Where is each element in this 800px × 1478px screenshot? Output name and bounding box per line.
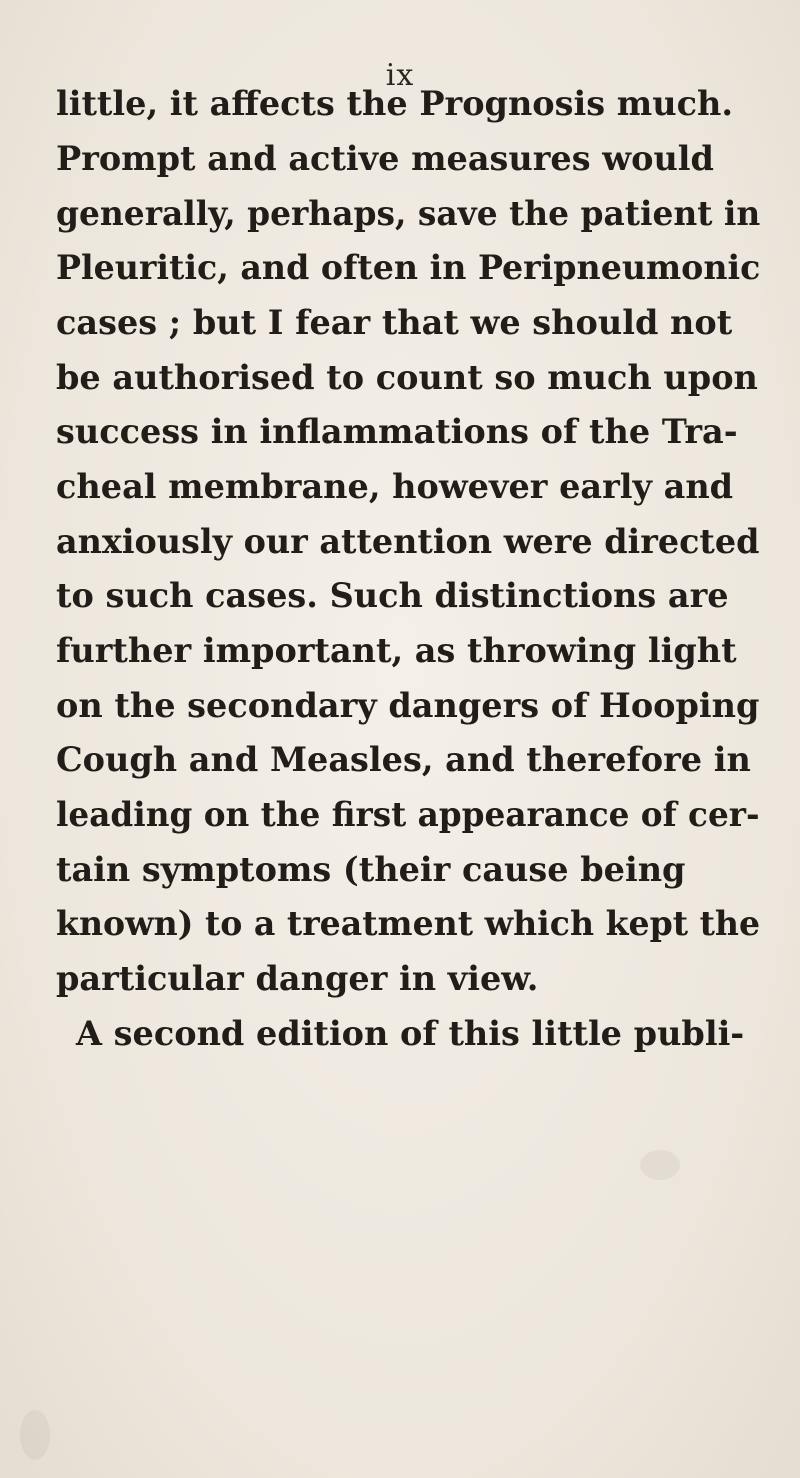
text-line: to such cases. Such distinctions are [56,576,729,615]
paper-stain [640,1150,680,1180]
text-line: particular danger in view. [56,959,539,998]
text-line: tain symptoms (their cause being [56,850,686,889]
text-line: little, it affects the Prognosis much. [56,84,733,123]
text-line: known) to a treatment which kept the [56,904,761,943]
text-line: on the secondary dangers of Hooping [56,686,760,725]
text-line: cases ; but I fear that we should not [56,303,733,342]
text-line: cheal membrane, however early and [56,467,734,506]
text-line: further important, as throwing light [56,631,737,670]
text-line: success in inflammations of the Tra- [56,412,738,451]
text-line: leading on the first appearance of cer- [56,795,760,834]
text-line: A second edition of this little publi- [76,1014,745,1053]
text-line: anxiously our attention were directed [56,522,760,561]
text-line: be authorised to count so much upon [56,358,758,397]
text-line: Cough and Measles, and therefore in [56,740,751,779]
text-line: Prompt and active measures would [56,139,714,178]
page-number: ix [385,58,415,93]
paper-stain [20,1410,50,1460]
text-line: Pleuritic, and often in Peripneumonic [56,248,761,287]
text-line: generally, perhaps, save the patient in [56,194,761,233]
